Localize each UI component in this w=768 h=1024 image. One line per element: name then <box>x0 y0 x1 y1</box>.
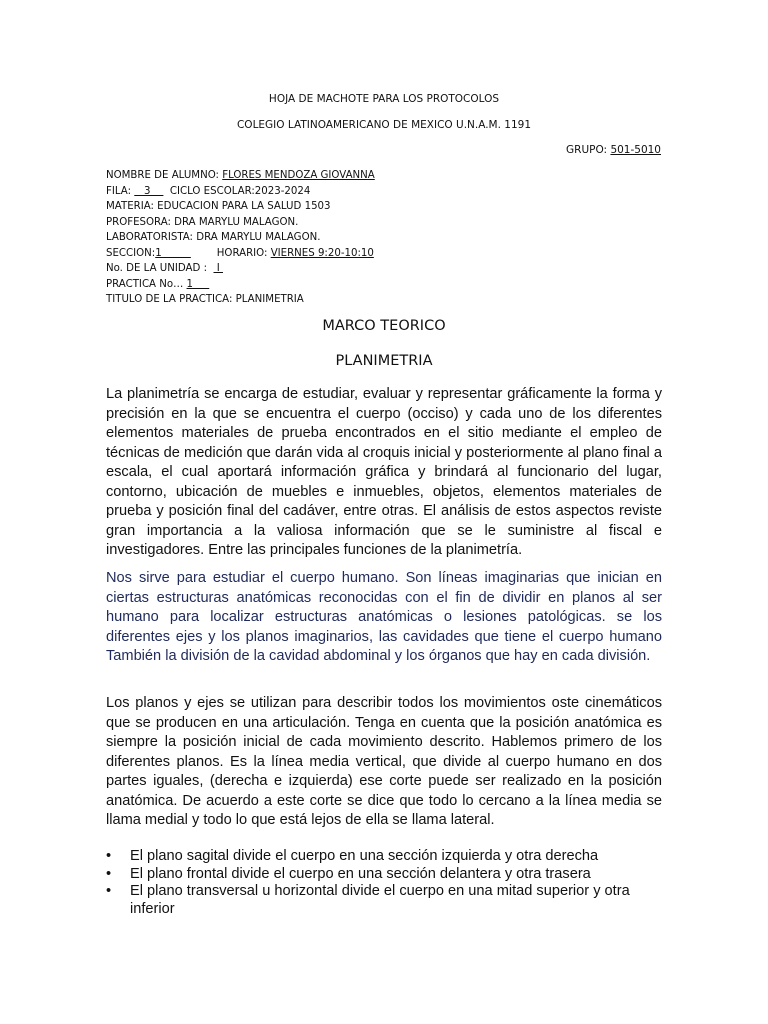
practica-label: PRACTICA No… <box>106 278 187 290</box>
paragraph-2: Nos sirve para estudiar el cuerpo humano. Son líneas imaginarias que inician en ciertas estructuras anatómicas reconocidas con el fin de dividir en planos al ser humano para localizar estructuras anatómicas o lesiones patológicas. se los diferentes ejes y los planos imaginarios, las cavidades que tiene el cuerpo humano También la división de la cavidad abdominal y los órganos que hay en cada división. <box>106 570 662 664</box>
doc-header-title: HOJA DE MACHOTE PARA LOS PROTOCOLOS <box>268 93 500 105</box>
section-title-planimetria: PLANIMETRIA <box>335 353 433 369</box>
horario-value: VIERNES 9:20-10:10 <box>270 247 374 259</box>
school-name: COLEGIO LATINOAMERICANO DE MEXICO U.N.A.M. 1191 <box>236 119 532 131</box>
paragraph-1: La planimetría se encarga de estudiar, evaluar y representar gráficamente la forma y precisión en la que se encuentra el cuerpo (occiso) y cada uno de los diferentes elementos materiales de prueba encontrados en el sitio mediante el empleo de técnicas de medición que darán vida al croquis inicial y posteriormente al plano final a escala, el cual aportará información gráfica y brindará al funcionario del lugar, contorno, ubicación de muebles e inmuebles, objetos, elementos materiales de prueba y posición final del cadáver, entre otras. El análisis de estos aspectos reviste gran importancia a la valiosa información que se le suministre al fiscal e investigadores. Entre las principales funciones de la planimetría. <box>106 386 662 558</box>
unidad-value: I <box>213 263 223 274</box>
list-item: • El plano frontal divide el cuerpo en una sección delantera y otra trasera <box>106 866 662 884</box>
practica-line <box>106 277 375 293</box>
paragraph-3: Los planos y ejes se utilizan para describir todos los movimientos oste cinemáticos que se producen en una articulación. Tenga en cuenta que la posición anatómica es siempre la posición inicial de cada movimiento descrito. Hablemos primero de los diferentes planos. Es la línea media vertical, que divide al cuerpo humano en dos partes iguales, (derecha e izquierda) ese corte puede ser realizado en la posición anatómica. De acuerdo a este corte se dice que todo lo cercano a la línea media se llama medial y todo lo que está lejos de ella se llama lateral. <box>106 695 662 828</box>
materia-line: MATERIA: EDUCACION PARA LA SALUD 1503 <box>106 201 331 212</box>
unidad-line <box>106 261 375 277</box>
grupo-line <box>566 144 661 156</box>
alumno-value: FLORES MENDOZA GIOVANNA <box>222 170 375 181</box>
grupo-label: GRUPO: <box>566 144 611 156</box>
fila-value: 3 <box>134 185 164 197</box>
unidad-label: No. DE LA UNIDAD : <box>106 263 214 274</box>
list-item: • El plano transversal u horizontal divide el cuerpo en una mitad superior y otra inferior <box>106 883 662 918</box>
fila-label: FILA: <box>106 185 135 197</box>
practica-value: 1 <box>186 278 210 290</box>
student-info-block <box>106 168 375 308</box>
alumno-line <box>106 168 375 184</box>
list-item: • El plano sagital divide el cuerpo en una sección izquierda y otra derecha <box>106 848 662 866</box>
alumno-label: NOMBRE DE ALUMNO: <box>106 170 223 181</box>
ciclo-text: CICLO ESCOLAR:2023-2024 <box>163 185 311 197</box>
grupo-value: 501-5010 <box>610 144 661 156</box>
seccion-label: SECCION: <box>106 247 156 259</box>
seccion-line <box>106 246 375 262</box>
section-title-marco: MARCO TEORICO <box>322 318 446 334</box>
seccion-value: 1 <box>155 247 191 259</box>
laboratorista-line: LABORATORISTA: DRA MARYLU MALAGON. <box>106 232 321 243</box>
profesora-line: PROFESORA: DRA MARYLU MALAGON. <box>106 216 299 228</box>
planes-bullet-list <box>106 848 662 918</box>
fila-line <box>106 184 375 200</box>
horario-label: HORARIO: <box>190 247 271 259</box>
titulo-practica-line: TITULO DE LA PRACTICA: PLANIMETRIA <box>106 294 304 305</box>
